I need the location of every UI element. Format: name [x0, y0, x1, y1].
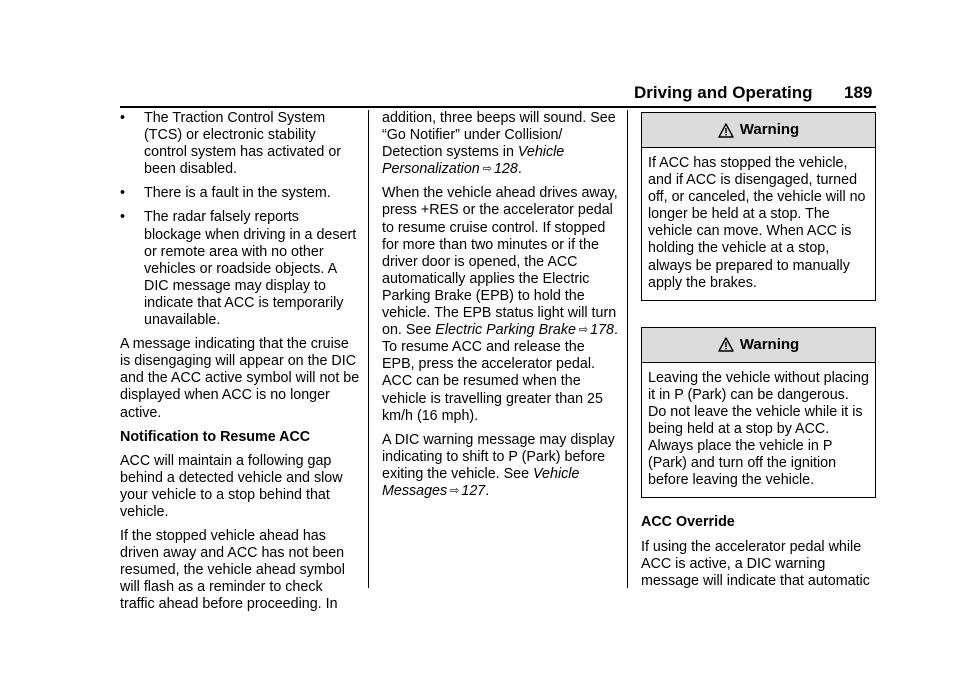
paragraph — [382, 432, 618, 500]
bullet-symbol: • — [120, 185, 126, 202]
bullet-item — [120, 110, 360, 178]
paragraph-text: addition, three beeps will sound. See “Go Notifier” under Collision/ Detection systems in — [382, 110, 616, 161]
punctuation: . — [485, 482, 490, 499]
warning-text: If ACC has stopped the vehicle, and if ACC is disengaged, turned off, or canceled, the vehicle will no longer be held at a stop. The vehicle can move. When ACC is holding the vehicle at a stop, always be prepared to manually apply the brakes. — [648, 155, 866, 291]
warning-label: Warning — [739, 336, 800, 354]
bullet-item — [120, 209, 360, 329]
bullet-text: There is a fault in the system. — [144, 185, 331, 202]
bullet-symbol: • — [120, 110, 126, 126]
bullet-text: The radar falsely reports blockage when driving in a desert or remote area with no other vehicles or roadside objects. A DIC message may display to indicate that ACC is temporarily unavailable. — [144, 209, 357, 329]
bullet-symbol: • — [120, 209, 126, 226]
paragraph: If the stopped vehicle ahead has driven away and ACC has not been resumed, the vehicle ahead symbol will flash as a reminder to check traffic ahead before proceeding. In — [120, 528, 345, 613]
cross-reference-link[interactable]: Vehicle Personalization — [382, 144, 565, 178]
section-heading: Notification to Resume ACC — [120, 428, 311, 445]
warning-label: Warning — [739, 121, 800, 139]
warning-text: Leaving the vehicle without placing it in P (Park) can be dangerous. Do not leave the vehicle while it is being held at a stop by ACC. Always place the vehicle in P (Park) and turn off the ignition before leaving the vehicle. — [648, 369, 869, 489]
warning-triangle-icon — [718, 123, 734, 138]
column-2 — [382, 110, 618, 507]
paragraph — [382, 110, 618, 178]
bullet-item — [120, 185, 360, 202]
paragraph — [382, 185, 618, 424]
page-reference[interactable]: 128 — [493, 161, 518, 178]
page-arrow-icon: ⇨ — [482, 163, 492, 176]
header-rule — [120, 106, 876, 108]
warning-header — [642, 113, 875, 148]
paragraph: If using the accelerator pedal while ACC is active, a DIC warning message will indicate that automatic — [641, 538, 870, 589]
section-title: Driving and Operating — [634, 83, 813, 102]
cross-reference-link[interactable]: Electric Parking Brake — [435, 322, 576, 339]
warning-header — [642, 328, 875, 363]
warning-box — [641, 112, 876, 301]
paragraph: A message indicating that the cruise is disengaging will appear on the DIC and the ACC active symbol will not be displayed when ACC is no longer active. — [120, 336, 360, 421]
page-number: 189 — [844, 83, 873, 102]
paragraph-text: . To resume ACC and release the EPB, press the accelerator pedal. ACC can be resumed when the vehicle is travelling greater than 25 km/h (16 mph). — [382, 322, 618, 424]
paragraph-text: When the vehicle ahead drives away, press +RES or the accelerator pedal to resume cruise control. If stopped for more than two minutes or if the driver door is opened, the ACC automatically applies the Electric Parking Brake (EPB) to hold the vehicle. The EPB status light will turn on. See — [382, 185, 618, 339]
page-header — [0, 0, 960, 110]
page-reference[interactable]: 178 — [590, 322, 614, 339]
page-reference[interactable]: 127 — [461, 482, 486, 499]
warning-box — [641, 327, 876, 499]
bullet-text: The Traction Control System (TCS) or electronic stability control system has activated or been disabled. — [144, 110, 342, 178]
page-arrow-icon: ⇨ — [578, 324, 589, 337]
paragraph: ACC will maintain a following gap behind a detected vehicle and slow your vehicle to a stop behind that vehicle. — [120, 452, 343, 520]
column-divider — [368, 110, 369, 588]
column-3 — [641, 112, 876, 597]
section-heading: ACC Override — [641, 514, 735, 531]
page-arrow-icon: ⇨ — [450, 484, 460, 497]
punctuation: . — [517, 161, 522, 178]
warning-triangle-icon — [718, 337, 734, 352]
column-1 — [120, 110, 360, 621]
column-divider — [627, 110, 628, 588]
cross-reference-link[interactable]: Vehicle Messages — [382, 465, 580, 499]
paragraph-text: A DIC warning message may display indicating to shift to P (Park) before exiting the vehicle. See — [382, 431, 615, 482]
